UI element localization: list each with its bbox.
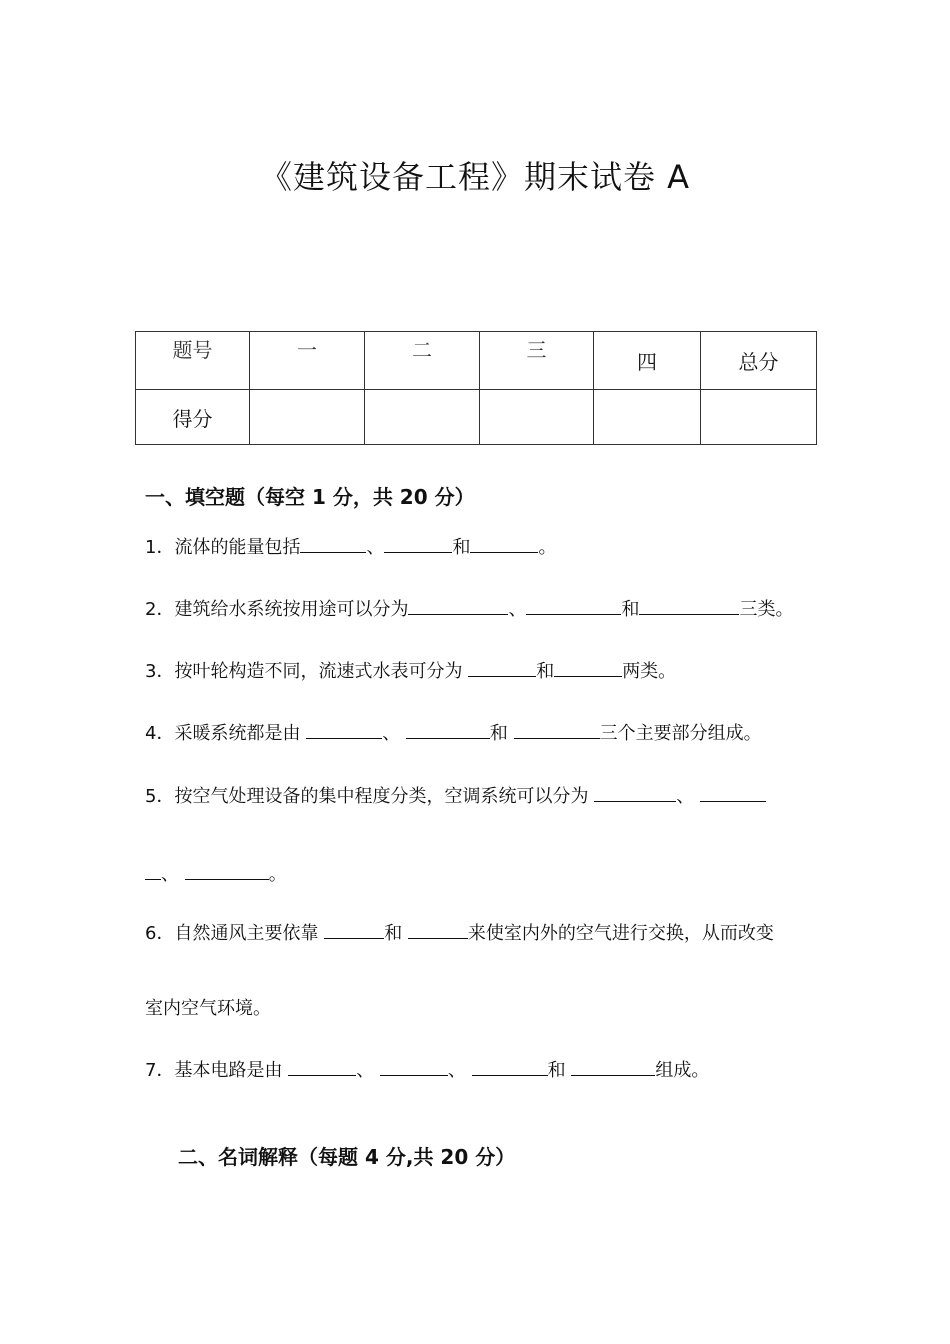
q3-number: 3． [145,661,175,682]
q6-number: 6． [145,923,175,944]
q6-text-cont: 来使室内外的空气进行交换，从而改变 [467,923,774,944]
q7-blank [472,1057,548,1076]
q2-number: 2． [145,599,175,620]
q4-blank [406,720,490,739]
question-6 [145,919,774,945]
q5-text: 按空气处理设备的集中程度分类，空调系统可以分为 [174,786,595,807]
question-1 [145,533,556,559]
q1-number: 1． [145,537,175,558]
score-table-header-row [136,332,817,390]
q7-sep: 、 [447,1060,472,1081]
question-6-continued: 室内空气环境。 [145,998,271,1019]
q3-end: 两类。 [622,661,677,682]
question-4 [145,719,762,745]
question-5-continued [145,860,287,886]
q3-text: 按叶轮构造不同，流速式水表可分为 [174,661,469,682]
q5-sep: 、 [161,864,185,885]
q7-end: 组成。 [655,1060,710,1081]
q4-sep: 和 [489,723,514,744]
q2-sep: 、 [508,599,527,620]
header-cell-4: 四 [594,332,701,390]
score-table [135,331,817,445]
q7-blank [288,1057,356,1076]
header-cell-3: 三 [480,332,594,390]
question-2 [145,595,793,621]
q2-end: 三类。 [739,599,794,620]
q4-number: 4． [145,723,175,744]
q3-sep: 和 [536,661,555,682]
q7-blank [571,1057,655,1076]
q6-text: 自然通风主要依靠 [174,923,325,944]
q2-blank [526,596,621,615]
q1-blank [300,534,366,553]
header-cell-2: 二 [365,332,480,390]
q1-sep: 、 [366,537,385,558]
q2-blank [408,596,508,615]
score-cell-3 [480,390,594,445]
q2-text: 建筑给水系统按用途可以分为 [174,599,409,620]
exam-title: 《建筑设备工程》期末试卷 A [259,158,691,196]
header-cell-1: 一 [250,332,365,390]
q4-sep: 、 [382,723,406,744]
score-row-label: 得分 [136,390,250,445]
q5-blank [594,783,676,802]
q1-blank [470,534,538,553]
q6-blank [408,920,468,939]
q7-sep: 、 [356,1060,380,1081]
q7-blank [380,1057,448,1076]
q2-sep: 和 [621,599,640,620]
score-table-score-row [136,390,817,445]
question-5 [145,782,766,808]
q7-sep: 和 [547,1060,572,1081]
q7-text: 基本电路是由 [174,1060,289,1081]
question-7 [145,1056,709,1082]
header-cell-question-no: 题号 [136,332,250,390]
header-cell-total: 总分 [701,332,817,390]
q4-blank [514,720,600,739]
q4-blank [306,720,382,739]
q1-text: 流体的能量包括 [174,537,301,558]
section-2-heading: 二、名词解释（每题 4 分,共 20 分） [178,1145,516,1169]
score-cell-total [701,390,817,445]
q1-end: 。 [538,537,557,558]
q3-blank [468,658,536,677]
score-cell-4 [594,390,701,445]
q6-blank [324,920,384,939]
q3-blank [554,658,622,677]
q5-number: 5． [145,786,175,807]
q6-sep: 和 [384,923,408,944]
q1-blank [384,534,452,553]
q2-blank [639,596,739,615]
section-1-heading: 一、填空题（每空 1 分，共 20 分） [145,485,475,509]
question-3 [145,657,676,683]
q4-end: 三个主要部分组成。 [599,723,762,744]
score-cell-2 [365,390,480,445]
q5-sep: 、 [676,786,700,807]
score-cell-1 [250,390,365,445]
q1-sep: 和 [452,537,471,558]
q4-text: 采暖系统都是由 [174,723,307,744]
q7-number: 7． [145,1060,175,1081]
q5-blank [145,861,161,880]
q5-blank [700,783,766,802]
q5-blank [185,861,269,880]
q5-end: 。 [268,864,287,885]
